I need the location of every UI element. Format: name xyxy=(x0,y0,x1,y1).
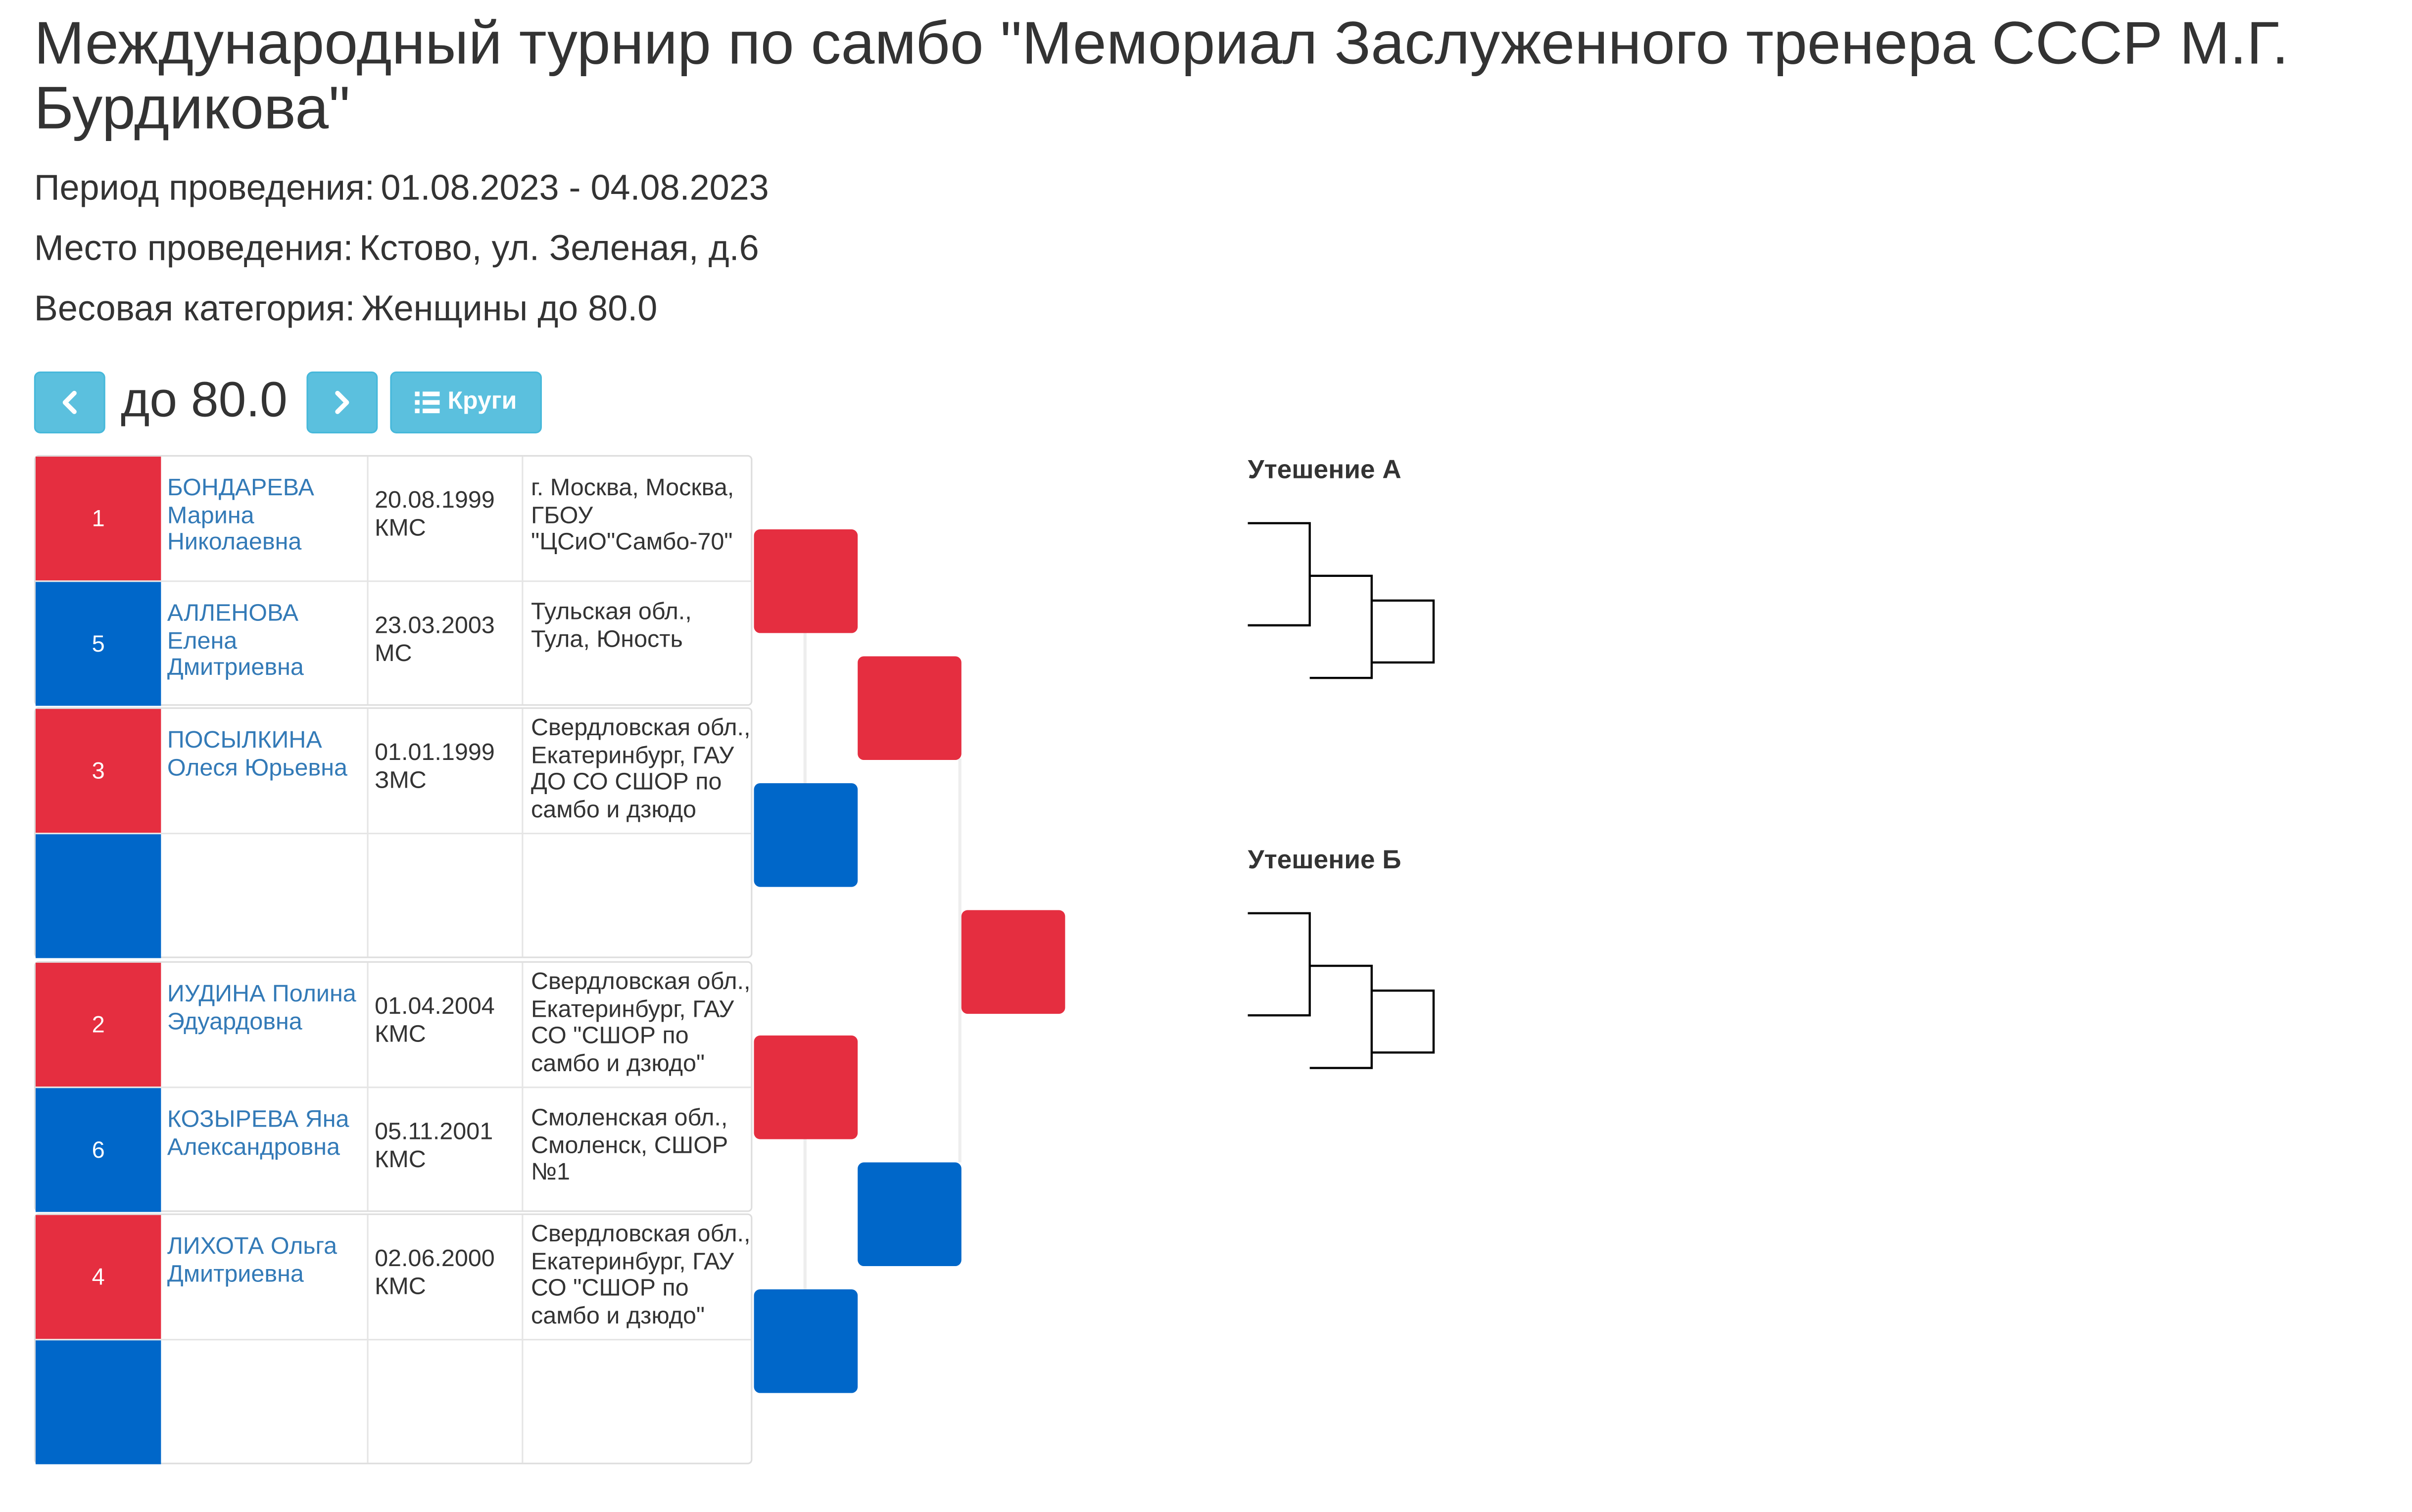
column-divider xyxy=(522,963,523,1211)
athlete-rank: ЗМС xyxy=(375,767,427,794)
athlete-rank: КМС xyxy=(375,1273,426,1300)
athlete-club: Свердловская обл., Екатеринбург, ГАУ ДО СО СШОР по самбо и дзюдо xyxy=(531,715,751,823)
athlete-club: Смоленская обл., Смоленск, СШОР №1 xyxy=(531,1105,728,1186)
seed-number: 5 xyxy=(36,582,161,706)
athlete-dob-rank xyxy=(375,993,522,1047)
athlete-dob: 20.08.1999 xyxy=(375,487,495,514)
current-weight: до 80.0 xyxy=(121,371,288,427)
rounds-label: Круги xyxy=(447,388,517,415)
athlete-dob: 23.03.2003 xyxy=(375,613,495,640)
athlete-rank: КМС xyxy=(375,515,426,541)
athlete-club: Свердловская обл., Екатеринбург, ГАУ СО "СШОР по самбо и дзюдо" xyxy=(531,1221,751,1329)
column-divider xyxy=(367,457,368,705)
seed-number: 2 xyxy=(36,963,161,1087)
athlete-rank: КМС xyxy=(375,1146,426,1173)
consolation-a-title: Утешение А xyxy=(1248,455,1401,485)
place-value: Кстово, ул. Зеленая, д.6 xyxy=(359,227,759,268)
athlete-name-link[interactable]: БОНДАРЕВА Марина Николаевна xyxy=(167,475,314,556)
column-divider xyxy=(367,1215,368,1463)
participant-row-blue xyxy=(36,833,751,958)
seed-number: 6 xyxy=(36,1088,161,1212)
consolation-b-bracket xyxy=(1239,901,1455,1079)
athlete-dob: 01.01.1999 xyxy=(375,740,495,766)
participant-row-blue xyxy=(36,1339,751,1464)
next-weight-button[interactable] xyxy=(306,372,378,433)
athlete-dob: 01.04.2004 xyxy=(375,993,495,1020)
prev-weight-button[interactable] xyxy=(34,372,105,433)
weight-line xyxy=(34,288,664,330)
seed-number xyxy=(36,1340,161,1464)
athlete-name-link[interactable]: ПОСЫЛКИНА Олеся Юрьевна xyxy=(167,727,347,781)
period-label: Период проведения: xyxy=(34,167,375,208)
place-label: Место проведения: xyxy=(34,227,353,268)
athlete-name-link[interactable]: КОЗЫРЕВА Яна Александровна xyxy=(167,1106,349,1160)
athlete-club: Тульская обл., Тула, Юность xyxy=(531,599,692,653)
match-box-r1-4[interactable] xyxy=(754,1289,858,1393)
bracket-connector xyxy=(804,631,807,783)
match-box-r2-2[interactable] xyxy=(858,1162,962,1266)
athlete-club: Свердловская обл., Екатеринбург, ГАУ СО "СШОР по самбо и дзюдо" xyxy=(531,969,751,1077)
match-box-r1-2[interactable] xyxy=(754,783,858,887)
place-line xyxy=(34,228,765,269)
column-divider xyxy=(367,963,368,1211)
participant-pair xyxy=(34,455,753,706)
page-title: Международный турнир по самбо "Мемориал Заслуженного тренера СССР М.Г. Бурдикова" xyxy=(34,10,2289,142)
participant-pair xyxy=(34,961,753,1212)
athlete-dob-rank xyxy=(375,1246,522,1300)
athlete-rank: КМС xyxy=(375,1021,426,1047)
column-divider xyxy=(522,709,523,957)
bracket-connector xyxy=(804,1137,807,1289)
period-line xyxy=(34,167,775,209)
chevron-right-icon xyxy=(331,390,353,415)
match-box-final[interactable] xyxy=(962,910,1065,1014)
seed-number: 3 xyxy=(36,709,161,833)
athlete-club: г. Москва, Москва, ГБОУ "ЦСиО"Самбо-70" xyxy=(531,475,734,556)
match-box-r1-1[interactable] xyxy=(754,529,858,633)
consolation-a-bracket xyxy=(1239,511,1455,689)
column-divider xyxy=(367,709,368,957)
seed-number: 4 xyxy=(36,1215,161,1339)
seed-number: 1 xyxy=(36,457,161,580)
athlete-dob-rank xyxy=(375,1119,522,1173)
column-divider xyxy=(522,457,523,705)
list-icon xyxy=(415,391,440,413)
period-value: 01.08.2023 - 04.08.2023 xyxy=(381,167,769,208)
participant-pair xyxy=(34,708,753,958)
column-divider xyxy=(522,1215,523,1463)
weight-label: Весовая категория: xyxy=(34,287,355,329)
match-box-r2-1[interactable] xyxy=(858,656,962,760)
participant-pair xyxy=(34,1214,753,1465)
athlete-name-link[interactable]: ИУДИНА Полина Эдуардовна xyxy=(167,981,356,1035)
athlete-name-link[interactable]: ЛИХОТА Ольга Дмитриевна xyxy=(167,1233,338,1287)
rounds-button[interactable] xyxy=(390,372,542,433)
athlete-dob: 05.11.2001 xyxy=(375,1119,493,1146)
athlete-name-link[interactable]: АЛЛЕНОВА Елена Дмитриевна xyxy=(167,600,304,681)
seed-number xyxy=(36,834,161,958)
consolation-b-title: Утешение Б xyxy=(1248,845,1401,875)
chevron-left-icon xyxy=(59,390,81,415)
match-box-r1-3[interactable] xyxy=(754,1036,858,1139)
athlete-dob-rank xyxy=(375,487,522,541)
weight-value: Женщины до 80.0 xyxy=(361,287,658,329)
athlete-dob: 02.06.2000 xyxy=(375,1246,495,1273)
athlete-rank: МС xyxy=(375,640,412,666)
athlete-dob-rank xyxy=(375,613,522,667)
athlete-dob-rank xyxy=(375,740,522,794)
